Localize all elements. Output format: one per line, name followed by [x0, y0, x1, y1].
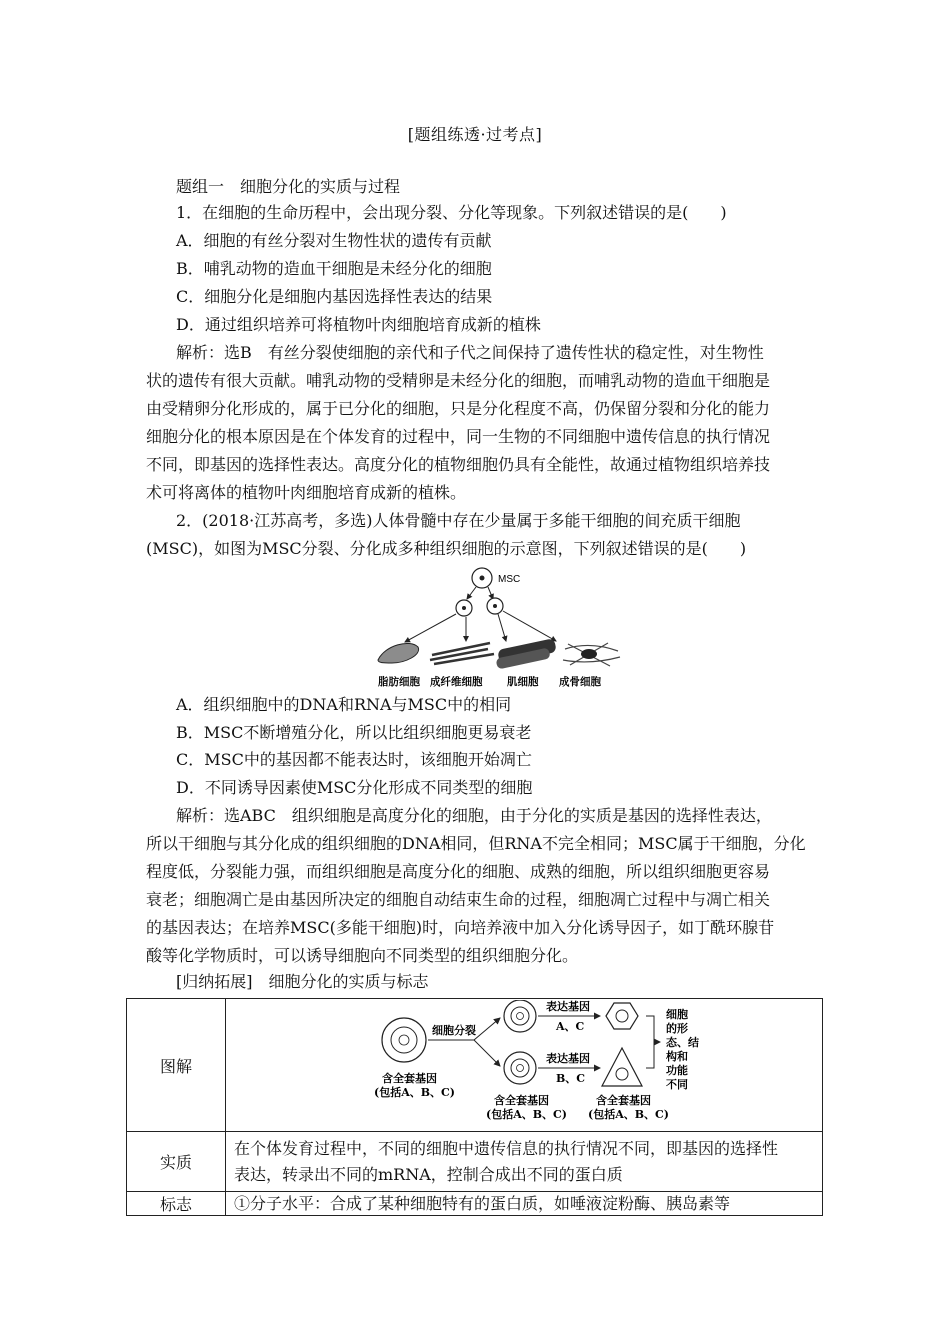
result-label: 细胞	[666, 1007, 688, 1021]
q1-analysis-line: 细胞分化的根本原因是在个体发育的过程中，同一生物的不同细胞中遗传信息的执行情况	[146, 427, 771, 446]
result-label: 功能	[666, 1063, 688, 1077]
cell-label-fat: 脂肪细胞	[378, 676, 420, 688]
row-label-marker: 标志	[127, 1192, 226, 1216]
full-set-detail: (包括A、B、C)	[486, 1107, 567, 1121]
table-row	[127, 999, 823, 1132]
muscle-cell-shape	[496, 638, 557, 669]
full-set-detail: (包括A、B、C)	[588, 1107, 669, 1121]
genes-bottom-label: B、C	[556, 1071, 586, 1085]
cell-label-fibroblast: 成纤维细胞	[430, 676, 483, 688]
row-label-essence: 实质	[127, 1132, 226, 1192]
table-row	[127, 1132, 823, 1192]
differentiation-diagram	[226, 1000, 822, 1131]
full-set-label: 含全套基因	[494, 1093, 549, 1107]
q1-analysis-line: 由受精卵分化形成的，属于已分化的细胞，只是分化程度不高，仍保留分裂和分化的能力	[146, 399, 771, 418]
q2-stem-line: 2．(2018·江苏高考，多选)人体骨髓中存在少量属于多能干细胞的间充质干细胞	[176, 511, 741, 530]
division-label: 细胞分裂	[432, 1023, 476, 1037]
result-label: 的形	[666, 1021, 688, 1035]
full-set-detail: (包括A、B、C)	[374, 1085, 455, 1099]
genes-top-label: A、C	[556, 1019, 585, 1033]
section-header: [题组练透·过考点]	[407, 125, 543, 144]
marker-text: ①分子水平：合成了某种细胞特有的蛋白质，如唾液淀粉酶、胰岛素等	[226, 1192, 823, 1216]
cell-label-muscle: 肌细胞	[507, 676, 539, 688]
q1-option-c: C．细胞分化是细胞内基因选择性表达的结果	[176, 287, 493, 306]
q1-option-a: A．细胞的有丝分裂对生物性状的遗传有贡献	[176, 231, 492, 250]
result-label: 构和	[666, 1049, 688, 1063]
q2-option-a: A．组织细胞中的DNA和RNA与MSC中的相同	[176, 695, 512, 714]
expr-bottom-label: 表达基因	[546, 1051, 590, 1065]
q2-option-d: D．不同诱导因素使MSC分化形成不同类型的细胞	[176, 778, 533, 797]
summary-table	[126, 998, 823, 1216]
msc-label: MSC	[498, 574, 521, 585]
q1-stem: 1．在细胞的生命历程中，会出现分裂、分化等现象。下列叙述错误的是( )	[176, 203, 727, 222]
expr-top-label: 表达基因	[546, 999, 590, 1013]
result-label: 不同	[666, 1077, 688, 1091]
q2-option-c: C．MSC中的基因都不能表达时，该细胞开始凋亡	[176, 750, 532, 769]
table-row	[127, 1192, 823, 1216]
essence-line: 表达，转录出不同的mRNA，控制合成出不同的蛋白质	[234, 1164, 623, 1184]
q1-analysis-line: 不同，即基因的选择性表达。高度分化的植物细胞仍具有全能性，故通过植物组织培养技	[146, 455, 771, 474]
osteocyte-shape	[563, 643, 620, 666]
q2-analysis-line: 所以干细胞与其分化成的组织细胞的DNA相同，但RNA不完全相同；MSC属于干细胞，分化	[146, 834, 806, 853]
q1-option-b: B．哺乳动物的造血干细胞是未经分化的细胞	[176, 259, 492, 278]
cell-label-bone: 成骨细胞	[559, 676, 601, 688]
q1-analysis-line: 术可将离体的植物叶肉细胞培育成新的植株。	[146, 483, 467, 502]
essence-line: 在个体发育过程中，不同的细胞中遗传信息的执行情况不同，即基因的选择性	[234, 1138, 779, 1158]
fat-cell-shape	[378, 643, 419, 663]
summary-title: [归纳拓展] 细胞分化的实质与标志	[176, 972, 429, 991]
q2-option-b: B．MSC不断增殖分化，所以比组织细胞更易衰老	[176, 723, 532, 742]
q1-analysis-line: 解析：选B 有丝分裂使细胞的亲代和子代之间保持了遗传性状的稳定性，对生物性	[176, 343, 764, 362]
group-title: 题组一 细胞分化的实质与过程	[176, 177, 401, 196]
q1-option-d: D．通过组织培养可将植物叶肉细胞培育成新的植株	[176, 315, 541, 334]
row-label-diagram: 图解	[127, 999, 226, 1132]
q2-analysis-line: 解析：选ABC 组织细胞是高度分化的细胞，由于分化的实质是基因的选择性表达，	[176, 806, 772, 825]
q1-analysis-line: 状的遗传有很大贡献。哺乳动物的受精卵是未经分化的细胞，而哺乳动物的造血干细胞是	[146, 371, 771, 390]
q2-analysis-line: 的基因表达；在培养MSC(多能干细胞)时，向培养液中加入分化诱导因子，如丁酰环腺苷	[146, 918, 775, 937]
q2-analysis-line: 衰老；细胞凋亡是由基因所决定的细胞自动结束生命的过程，细胞凋亡过程中与凋亡相关	[146, 890, 771, 909]
q2-analysis-line: 酸等化学物质时，可以诱导细胞向不同类型的组织细胞分化。	[146, 946, 579, 965]
essence-text	[226, 1132, 823, 1192]
full-set-label: 含全套基因	[596, 1093, 651, 1107]
full-set-label: 含全套基因	[382, 1071, 437, 1085]
q2-stem-line: (MSC)，如图为MSC分裂、分化成多种组织细胞的示意图，下列叙述错误的是( )	[146, 539, 747, 558]
msc-differentiation-figure	[370, 565, 630, 690]
diagram-cell	[226, 999, 823, 1132]
q2-analysis-line: 程度低，分裂能力强，而组织细胞是高度分化的细胞、成熟的细胞，所以组织细胞更容易	[146, 862, 771, 881]
fibroblast-shape	[430, 643, 494, 664]
result-label: 态、结	[666, 1035, 699, 1049]
